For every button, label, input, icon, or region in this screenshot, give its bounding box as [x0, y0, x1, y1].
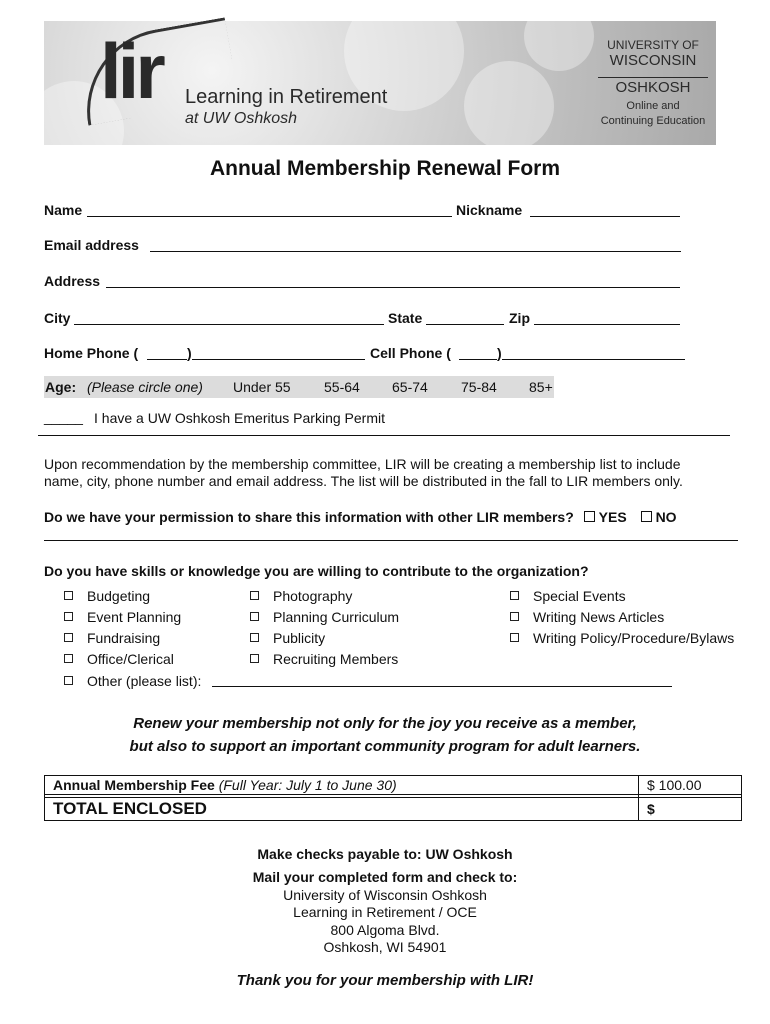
checkbox-icon [64, 676, 73, 685]
zip-label: Zip [509, 310, 530, 326]
cell-phone-number-field[interactable] [502, 345, 685, 360]
checkbox-icon [250, 612, 259, 621]
checkbox-icon [510, 633, 519, 642]
email-field[interactable] [150, 237, 681, 252]
checkbox-icon [510, 591, 519, 600]
zip-field[interactable] [534, 310, 680, 325]
skill-event-planning[interactable]: Event Planning [64, 609, 181, 625]
fees-table [44, 775, 742, 821]
age-option-55-64[interactable]: 55-64 [324, 379, 360, 395]
nickname-label: Nickname [456, 202, 523, 218]
payable-to: Make checks payable to: UW Oshkosh [257, 846, 513, 862]
skill-office-clerical[interactable]: Office/Clerical [64, 651, 174, 667]
name-label: Name [44, 202, 83, 218]
table-row [45, 798, 742, 821]
nickname-field[interactable] [530, 202, 680, 217]
yes-label: YES [598, 509, 627, 525]
city-label: City [44, 310, 71, 326]
fee-amount: $ 100.00 [639, 776, 742, 795]
checkbox-icon [64, 654, 73, 663]
closing-line1: Renew your membership not only for the joy you receive as a member, [133, 715, 637, 732]
fee-label-cell [45, 776, 639, 795]
uw-logo-line3: OSHKOSH [598, 77, 708, 96]
cell-phone-paren: ) [497, 345, 502, 361]
checkbox-icon [641, 511, 652, 522]
home-phone-paren: ) [187, 345, 192, 361]
address-line2: Learning in Retirement / OCE [293, 904, 477, 920]
divider [38, 435, 730, 436]
address-label: Address [44, 273, 101, 289]
skill-special-events[interactable]: Special Events [510, 588, 626, 604]
checkbox-icon [250, 591, 259, 600]
email-label: Email address [44, 237, 139, 253]
program-subtitle: at UW Oshkosh [185, 110, 298, 127]
parking-permit-blank[interactable]: _____ [44, 409, 83, 425]
yes-checkbox[interactable] [584, 509, 627, 525]
address-line3: 800 Algoma Blvd. [330, 922, 440, 938]
cell-phone-label: Cell Phone ( [370, 345, 451, 361]
fee-note: (Full Year: July 1 to June 30) [218, 777, 397, 793]
notice-line1: Upon recommendation by the membership committee, LIR will be creating a membership list to include [44, 456, 681, 472]
skill-photography[interactable]: Photography [250, 588, 352, 604]
skill-fundraising[interactable]: Fundraising [64, 630, 160, 646]
age-hint: (Please circle one) [87, 379, 203, 395]
uw-dept-line1: Online and [626, 100, 680, 112]
skill-writing-news-articles[interactable]: Writing News Articles [510, 609, 664, 625]
divider [44, 540, 738, 541]
fee-label: Annual Membership Fee [53, 777, 215, 793]
state-label: State [388, 310, 423, 326]
skill-budgeting[interactable]: Budgeting [64, 588, 150, 604]
table-row [45, 776, 742, 795]
checkbox-icon [64, 633, 73, 642]
permission-question-text: Do we have your permission to share this information with other LIR members? [44, 509, 574, 525]
no-label: NO [655, 509, 677, 525]
checkbox-icon [250, 654, 259, 663]
other-skills-field[interactable] [212, 672, 672, 687]
home-phone-label: Home Phone ( [44, 345, 139, 361]
skill-other[interactable]: Other (please list): [64, 673, 201, 689]
checkbox-icon [250, 633, 259, 642]
uw-logo-line1: UNIVERSITY OF [607, 38, 699, 52]
address-line4: Oshkosh, WI 54901 [323, 939, 447, 955]
thank-you: Thank you for your membership with LIR! [236, 972, 534, 989]
age-option-under-55[interactable]: Under 55 [233, 379, 291, 395]
checkbox-icon [510, 612, 519, 621]
name-field[interactable] [87, 202, 452, 217]
skill-writing-policy[interactable]: Writing Policy/Procedure/Bylaws [510, 630, 734, 646]
checkbox-icon [64, 591, 73, 600]
parking-permit-text: I have a UW Oshkosh Emeritus Parking Permit [94, 410, 385, 426]
skill-publicity[interactable]: Publicity [250, 630, 325, 646]
cell-phone-area-field[interactable] [459, 345, 497, 360]
age-label: Age: [45, 379, 77, 395]
closing-line2: but also to support an important community program for adult learners. [129, 738, 641, 755]
mail-to: Mail your completed form and check to: [252, 869, 518, 885]
permission-question [44, 509, 677, 525]
age-option-75-84[interactable]: 75-84 [461, 379, 497, 395]
form-title: Annual Membership Renewal Form [209, 157, 561, 180]
age-selector [44, 376, 554, 398]
total-amount-field[interactable]: $ [639, 798, 742, 821]
uw-logo-line2: WISCONSIN [609, 52, 697, 69]
city-field[interactable] [74, 310, 384, 325]
home-phone-number-field[interactable] [192, 345, 365, 360]
skills-question: Do you have skills or knowledge you are willing to contribute to the organization? [44, 563, 589, 579]
checkbox-icon [584, 511, 595, 522]
skill-planning-curriculum[interactable]: Planning Curriculum [250, 609, 399, 625]
program-name: Learning in Retirement [185, 86, 388, 108]
address-field[interactable] [106, 273, 680, 288]
lir-logo: lir [100, 27, 162, 115]
home-phone-area-field[interactable] [147, 345, 187, 360]
total-label: TOTAL ENCLOSED [45, 798, 639, 821]
state-field[interactable] [426, 310, 504, 325]
uw-dept-line2: Continuing Education [600, 115, 706, 127]
notice-line2: name, city, phone number and email address. The list will be distributed in the fall to LIR members only. [44, 473, 683, 489]
checkbox-icon [64, 612, 73, 621]
address-line1: University of Wisconsin Oshkosh [283, 887, 487, 903]
age-option-65-74[interactable]: 65-74 [392, 379, 428, 395]
age-option-85-plus[interactable]: 85+ [529, 379, 553, 395]
no-checkbox[interactable] [641, 509, 677, 525]
skill-recruiting-members[interactable]: Recruiting Members [250, 651, 398, 667]
